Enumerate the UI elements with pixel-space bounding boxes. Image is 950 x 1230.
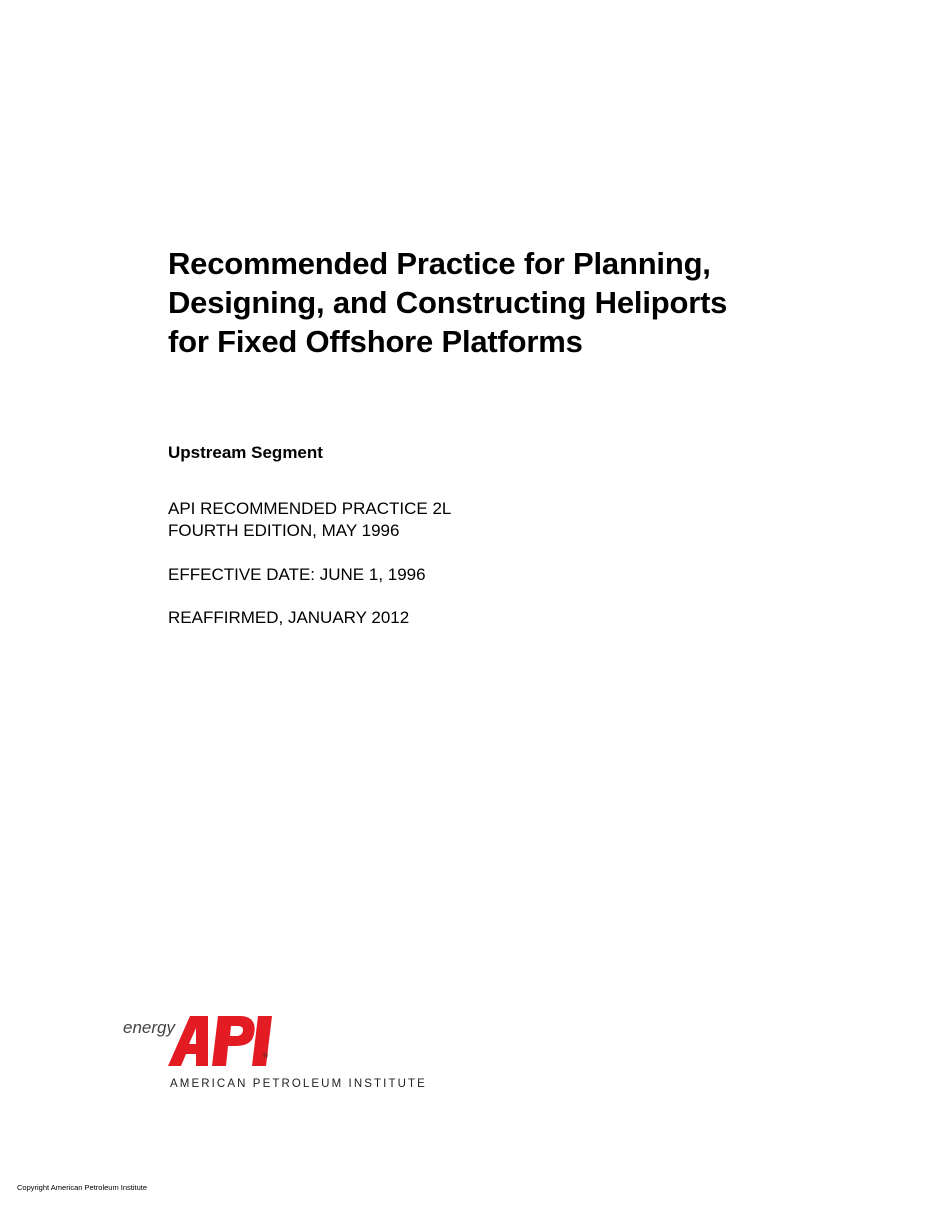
title-line: for Fixed Offshore Platforms: [168, 324, 583, 359]
registered-mark: ®: [263, 1053, 269, 1060]
logo-institute-name: AMERICAN PETROLEUM INSTITUTE: [170, 1078, 427, 1090]
document-title: [168, 244, 868, 361]
edition-line: FOURTH EDITION, MAY 1996: [168, 521, 400, 540]
reaffirmed-line: REAFFIRMED, JANUARY 2012: [168, 608, 410, 627]
logo-tagline: energy: [123, 1018, 175, 1037]
segment-label: Upstream Segment: [168, 443, 323, 462]
copyright-notice: Copyright American Petroleum Institute: [17, 1183, 148, 1192]
title-line: Designing, and Constructing Heliports: [168, 285, 728, 320]
api-logo: [120, 1010, 440, 1095]
effective-date-line: EFFECTIVE DATE: JUNE 1, 1996: [168, 565, 426, 584]
api-mark-icon: [168, 1014, 272, 1066]
title-line: Recommended Practice for Planning,: [168, 246, 711, 281]
designation-line: API RECOMMENDED PRACTICE 2L: [168, 499, 452, 518]
